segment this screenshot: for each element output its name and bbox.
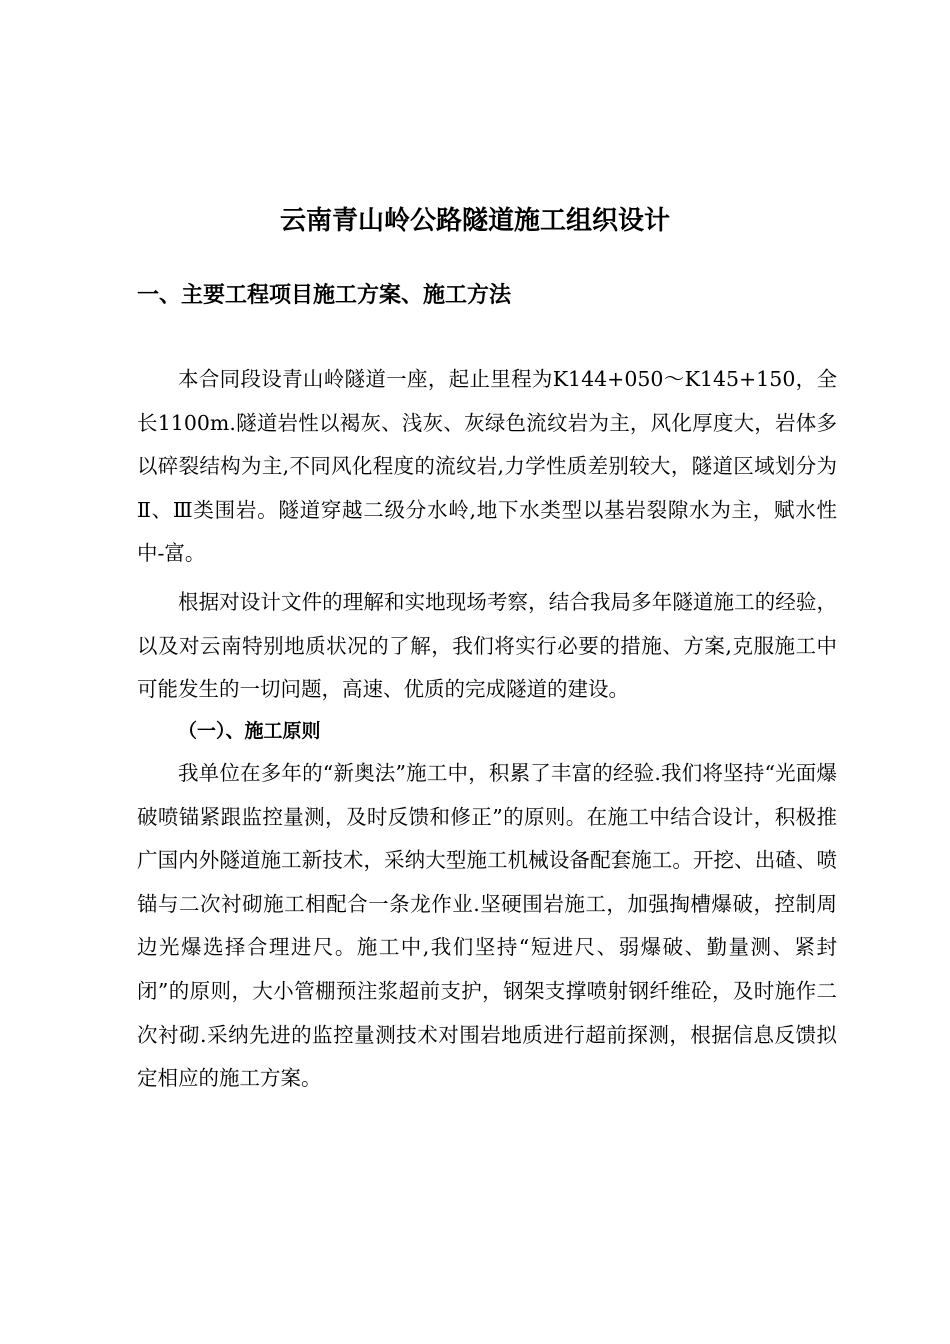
paragraph-construction-approach: 根据对设计文件的理解和实地现场考察，结合我局多年隧道施工的经验，以及对云南特别地质状况的了解，我们将实行必要的措施、方案,克服施工中可能发生的一切问题，高速、优质的完成隧道的建设。 <box>137 590 837 702</box>
paragraph-construction-principles: 我单位在多年的“新奥法”施工中，积累了丰富的经验.我们将坚持“光面爆破喷锚紧跟监控量测，及时反馈和修正”的原则。在施工中结合设计，积极推广国内外隧道施工新技术，采纳大型施工机械设备配套施工。开挖、出碴、喷锚与二次衬砌施工相配合一条龙作业.坚硬围岩施工，加强掏槽爆破，控制周边光爆选择合理进尺。施工中,我们坚持“短进尺、弱爆破、勤量测、紧封闭”的原则，大小管棚预注浆超前支护，钢架支撑喷射钢纤维砼，及时施作二次衬砌.采纳先进的监控量测技术对围岩地质进行超前探测，根据信息反馈拟定相应的施工方案。 <box>137 761 837 1091</box>
paragraph-tunnel-overview: 本合同段设青山岭隧道一座，起止里程为K144+050～K145+150，全长1100m.隧道岩性以褐灰、浅灰、灰绿色流纹岩为主，风化厚度大，岩体多以碎裂结构为主,不同风化程度的流纹岩,力学性质差别较大，隧道区域划分为Ⅱ、Ⅲ类围岩。隧道穿越二级分水岭,地下水类型以基岩裂隙水为主，赋水性中-富。 <box>137 367 837 566</box>
document-title: 云南青山岭公路隧道施工组织设计 <box>279 206 670 236</box>
subheading-construction-principles: （一）、施工原则 <box>178 720 321 742</box>
section-heading: 一、主要工程项目施工方案、施工方法 <box>137 283 512 308</box>
